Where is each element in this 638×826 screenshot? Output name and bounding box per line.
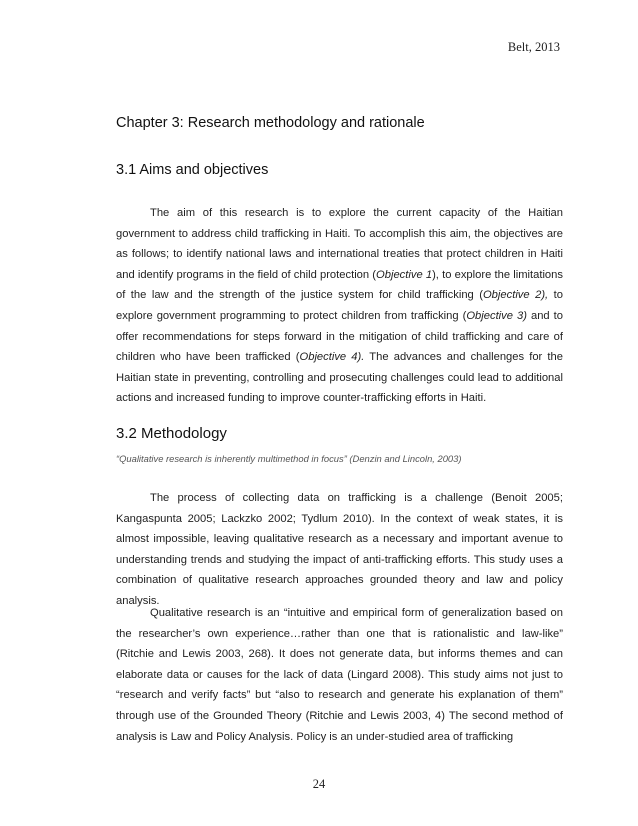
methodology-paragraph-2 [116, 603, 563, 747]
methodology-text-1: The process of collecting data on trafficking is a challenge (Benoit 2005; Kangaspunta 2005; Lackzko 2002; Tydlum 2010). In the context of weak states, it is almost impossible, leaving qualitative research as a necessary and important avenue to understanding trends and studying the impact of anti-trafficking efforts. This study uses a combination of qualitative research approaches grounded theory and law and policy analysis. [116, 492, 563, 607]
aims-text-3: to explore government programming to protect children from trafficking ( [116, 289, 563, 322]
aims-text-2: ), to explore the limitations of the law and the strength of the justice system for child trafficking ( [116, 268, 563, 302]
methodology-paragraph-1 [116, 488, 563, 612]
chapter-title: Chapter 3: Research methodology and rationale [116, 115, 425, 131]
page-number: 24 [312, 777, 326, 791]
objective-3-ref: Objective 3) [466, 309, 527, 322]
epigraph-quote: “Qualitative research is inherently multimethod in focus” (Denzin and Lincoln, 2003) [116, 453, 462, 464]
section-heading-aims: 3.1 Aims and objectives [116, 162, 269, 178]
aims-paragraph [116, 203, 563, 409]
aims-text-5: The advances and challenges for the Haitian state in preventing, controlling and prosecuting challenges could lead to additional actions and increased funding to improve counter-trafficking efforts in Haiti. [116, 351, 563, 405]
methodology-text-2: Qualitative research is an “intuitive and empirical form of generalization based on the researcher’s own experience…rather than one that is rationalistic and law-like” (Ritchie and Lewis 2003, 268). It does not generate data, but informs themes and can elaborate data or causes for the lack of data (Lingard 2008). This study aims not just to “research and verify facts” but “also to research and generate his explanation of them” through use of the Grounded Theory (Ritchie and Lewis 2003, 4) The second method of analysis is Law and Policy Analysis. Policy is an under-studied area of trafficking [116, 607, 563, 743]
objective-2-ref: Objective 2), [482, 289, 549, 302]
objective-4-ref: Objective 4). [299, 351, 365, 364]
running-head: Belt, 2013 [507, 40, 560, 54]
section-heading-methodology: 3.2 Methodology [116, 425, 227, 442]
aims-text-4: and to offer recommendations for steps forward in the mitigation of child trafficking and care of children who have been trafficked ( [116, 309, 563, 364]
objective-1-ref: Objective 1 [376, 268, 433, 281]
aims-text-1: The aim of this research is to explore the current capacity of the Haitian government to address child trafficking in Haiti. To accomplish this aim, the objectives are as follows; to identify national laws and international treaties that protect children in Haiti and identify programs in the field of child protection ( [116, 207, 563, 281]
